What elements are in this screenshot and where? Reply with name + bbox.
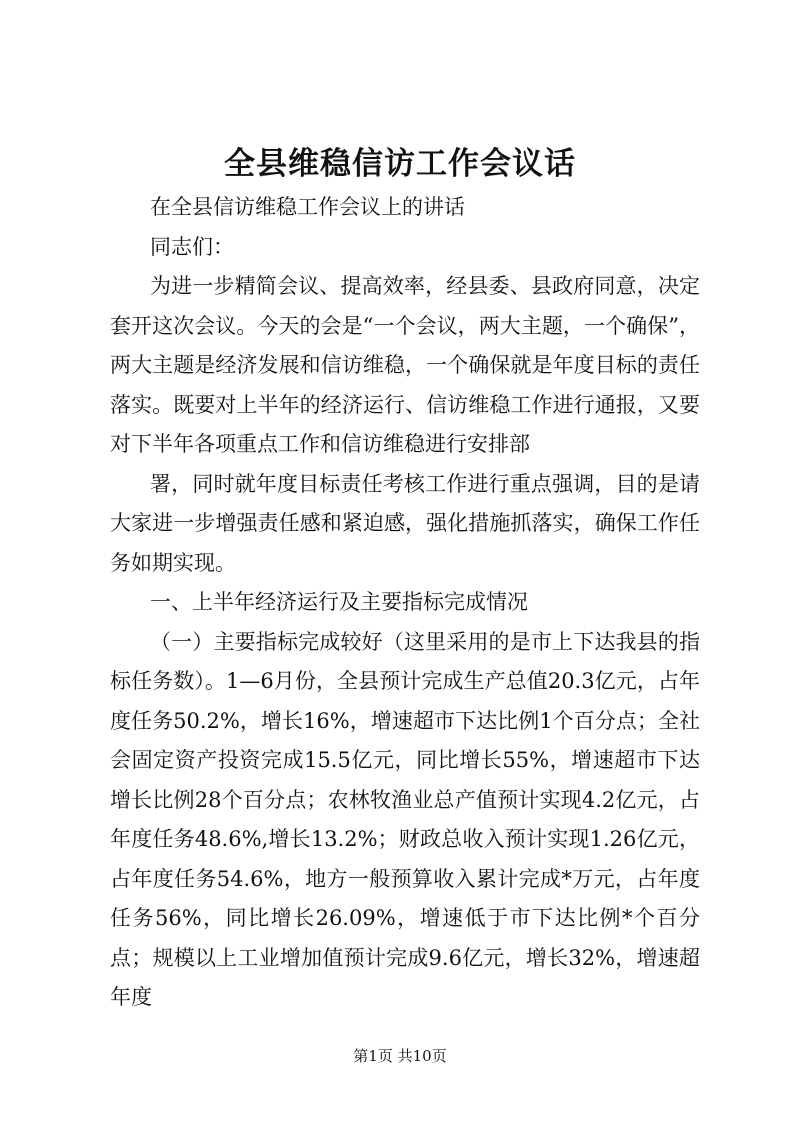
paragraph-purpose: 署，同时就年度目标责任考核工作进行重点强调，目的是请大家进一步增强责任感和紧迫感，强化措施抓落实，确保工作任务如期实现。	[110, 471, 700, 575]
document-body	[110, 188, 700, 1018]
paragraph-salutation: 同志们：	[150, 234, 234, 259]
paragraph-intro: 为进一步精简会议、提高效率，经县委、县政府同意，决定套开这次会议。今天的会是“一个会议，两大主题，一个确保”，两大主题是经济发展和信访维稳，一个确保就是年度目标的责任落实。既要对上半年的经济运行、信访维稳工作进行通报，又要对下半年各项重点工作和信访维稳进行安排部	[110, 274, 700, 456]
document-title: 全县维稳信访工作会议话	[224, 146, 576, 182]
section-heading-1: 一、上半年经济运行及主要指标完成情况	[150, 590, 528, 614]
paragraph-subtitle: 在全县信访维稳工作会议上的讲话	[150, 195, 465, 219]
page-footer: 第1页 共10页	[353, 1047, 447, 1065]
paragraph-indicators: （一）主要指标完成较好（这里采用的是市上下达我县的指标任务数）。1—6月份，全县预计完成生产总值20.3亿元，占年度任务50.2%，增长16%，增速超市下达比例1个百分点；全社会固定资产投资完成15.5亿元，同比增长55%，增速超市下达增长比例28个百分点；农林牧渔业总产值预计实现4.2亿元，占年度任务48.6%,增长13.2%；财政总收入预计实现1.26亿元，占年度任务54.6%，地方一般预算收入累计完成*万元，占年度任务56%，同比增长26.09%，增速低于市下达比例*个百分点；规模以上工业增加值预计完成9.6亿元，增长32%，增速超年度	[110, 629, 700, 1009]
